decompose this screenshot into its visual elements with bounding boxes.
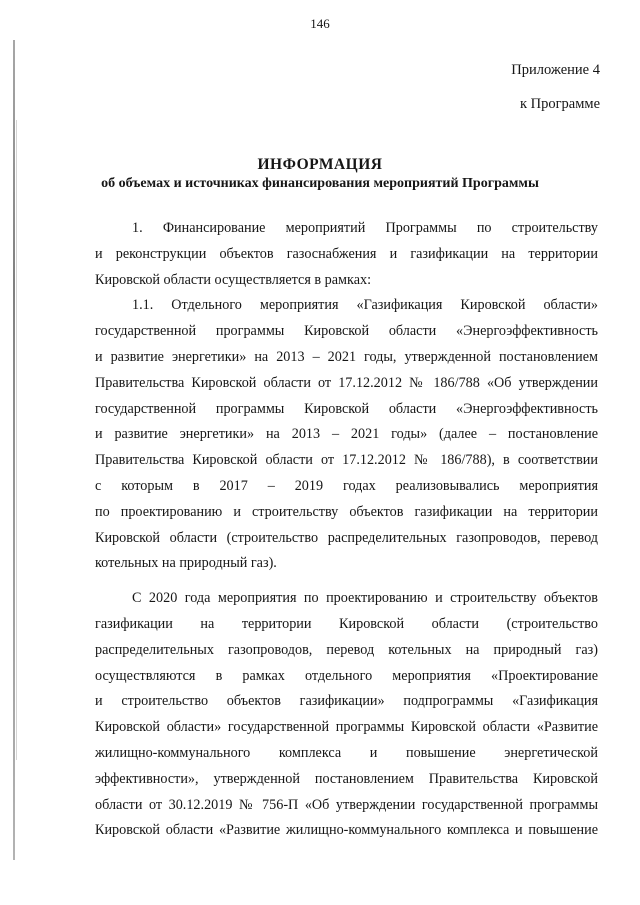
text-line: Кировской области осуществляется в рамках: — [95, 271, 372, 288]
page-number: 146 — [310, 16, 330, 31]
text-line: эффективности», утвержденной постановлением Правительства Кировской — [95, 770, 598, 787]
text-line: и развитие энергетики» на 2013 – 2021 годы» (далее – постановление — [95, 426, 598, 443]
text-line: с которым в 2017 – 2019 годах реализовывались мероприятия — [95, 477, 598, 494]
text-line: Правительства Кировской области от 17.12.2012 № 186/788 «Об утверждении — [95, 374, 598, 391]
text-line: Правительства Кировской области от 17.12.2012 № 186/788), в соответствии — [95, 452, 598, 469]
appendix-label: Приложение 4 — [511, 62, 600, 78]
appendix-reference: к Программе — [519, 96, 600, 112]
text-line: и развитие энергетики» на 2013 – 2021 годы, утвержденной постановлением — [95, 348, 598, 365]
paragraph-2 — [95, 586, 598, 844]
text-line: государственной программы Кировской области «Энергоэффективность — [95, 400, 598, 417]
text-line: 1.1. Отдельного мероприятия «Газификация Кировской области» — [132, 297, 598, 314]
text-line: и реконструкции объектов газоснабжения и газификации на территории — [95, 245, 598, 262]
text-line: области от 30.12.2019 № 756-П «Об утверждении государственной программы — [95, 796, 598, 813]
text-line: осуществляются в рамках отдельного мероприятия «Проектирование — [95, 667, 598, 684]
text-line: по проектированию и строительству объектов газификации на территории — [95, 503, 598, 520]
paragraph-1-1 — [95, 293, 598, 577]
text-line: распределительных газопроводов, перевод котельных на природный газ) — [95, 641, 598, 658]
text-line: государственной программы Кировской области «Энергоэффективность — [95, 323, 598, 340]
text-line: Кировской области (строительство распределительных газопроводов, перевод — [95, 529, 598, 546]
text-line: газификации на территории Кировской области (строительство — [95, 615, 598, 632]
scan-margin-line-secondary — [16, 120, 17, 760]
document-body — [95, 216, 598, 844]
paragraph-1 — [95, 216, 598, 293]
text-line: С 2020 года мероприятия по проектированию и строительству объектов — [132, 590, 598, 607]
text-line: 1. Финансирование мероприятий Программы по строительству — [132, 220, 598, 236]
text-line: Кировской области» государственной программы Кировской области «Развитие — [95, 719, 598, 736]
document-subtitle: об объемах и источниках финансирования мероприятий Программы — [101, 176, 539, 191]
document-title: ИНФОРМАЦИЯ — [257, 156, 383, 173]
text-line: и строительство объектов газификации» подпрограммы «Газификация — [95, 693, 598, 710]
text-line: жилищно-коммунального комплекса и повышение энергетической — [95, 744, 598, 761]
text-line: Кировской области «Развитие жилищно-коммунального комплекса и повышение — [95, 822, 598, 839]
text-line: котельных на природный газ). — [95, 555, 277, 572]
paragraph-gap — [95, 577, 598, 586]
